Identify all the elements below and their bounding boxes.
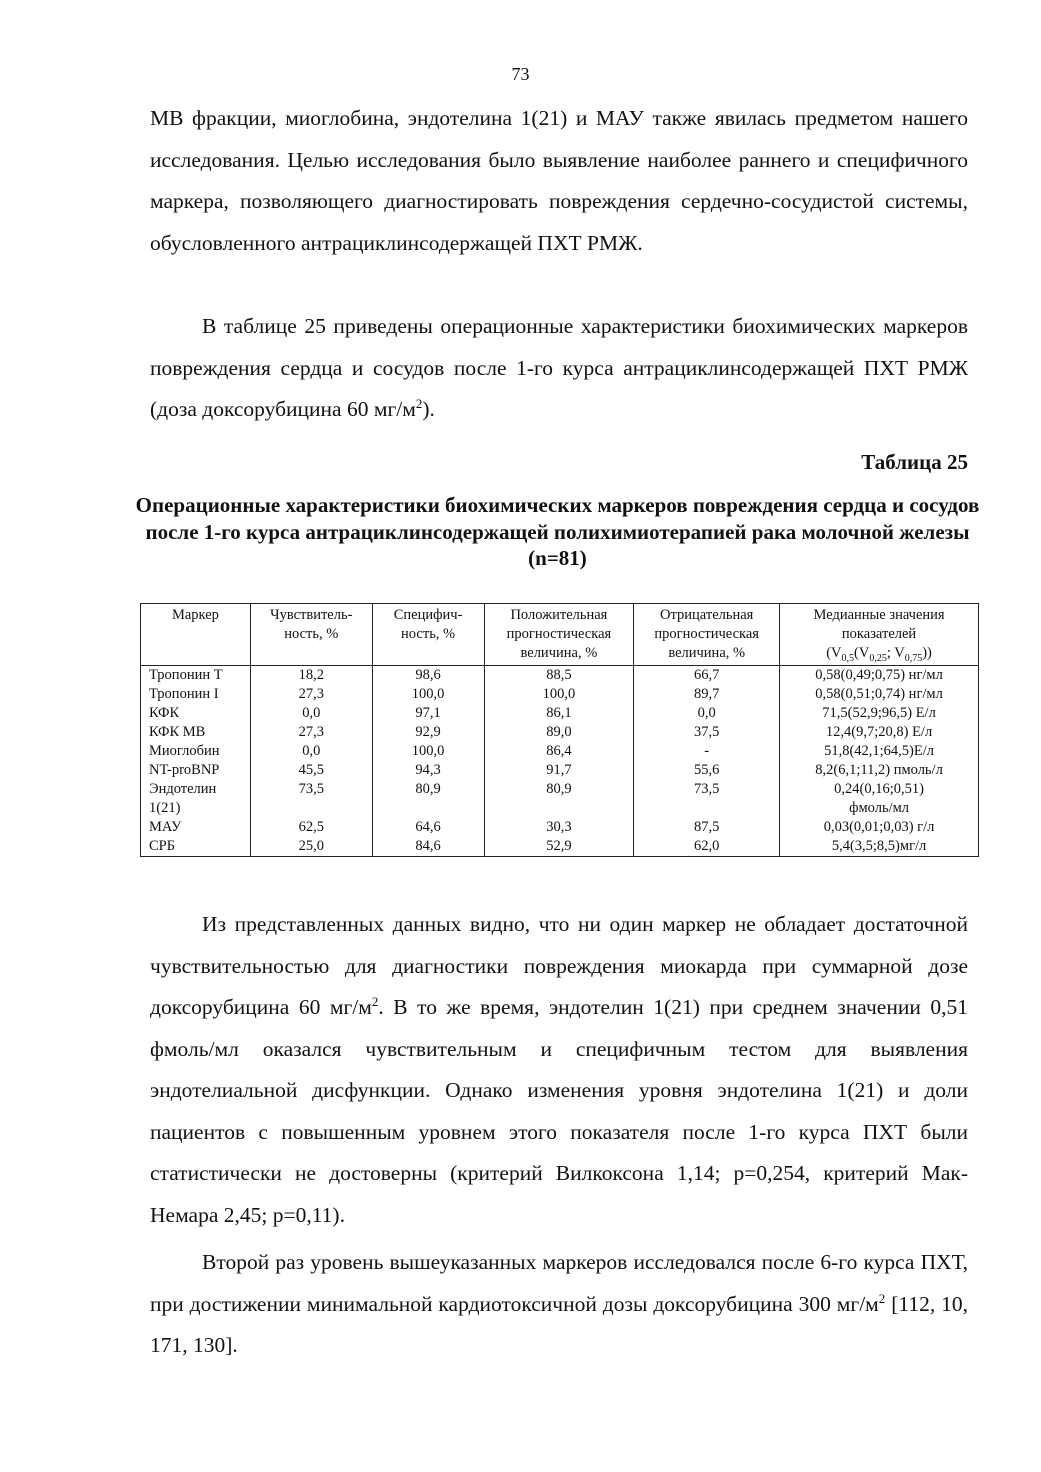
table-row — [141, 723, 979, 742]
cell-specificity: 94,3 — [372, 761, 484, 780]
cell-sensitivity: 73,5 — [250, 780, 372, 818]
cell-ppv: 88,5 — [484, 666, 634, 686]
cell-ppv: 91,7 — [484, 761, 634, 780]
cell-npv: 73,5 — [634, 780, 780, 818]
header-specificity: Специфич-ность, % — [372, 604, 484, 666]
paragraph-second-measurement — [150, 1242, 968, 1367]
cell-npv: 62,0 — [634, 837, 780, 857]
cell-specificity: 98,6 — [372, 666, 484, 686]
cell-median: 51,8(42,1;64,5)Е/л — [780, 742, 979, 761]
cell-median: 0,03(0,01;0,03) г/л — [780, 818, 979, 837]
header-ppv: Положительная прогностическая величина, % — [484, 604, 634, 666]
cell-sensitivity: 45,5 — [250, 761, 372, 780]
header-median-sub1: 0,5 — [841, 652, 855, 664]
table-label: Таблица 25 — [861, 450, 968, 474]
table-row — [141, 837, 979, 857]
cell-specificity: 80,9 — [372, 780, 484, 818]
header-median-mid1: (V — [854, 645, 870, 661]
cell-marker: КФК МВ — [141, 723, 251, 742]
cell-ppv: 89,0 — [484, 723, 634, 742]
paragraph-intro: МВ фракции, миоглобина, эндотелина 1(21) и МАУ также явилась предметом нашего исследования. Целью исследования было выявление наиболее раннего и специфичного маркера, позволяющего диагностировать повреждения сердечно-сосудистой системы, обусловленного антрациклинсодержащей ПХТ РМЖ. — [150, 106, 968, 255]
cell-ppv: 52,9 — [484, 837, 634, 857]
cell-sensitivity: 18,2 — [250, 666, 372, 686]
cell-specificity: 100,0 — [372, 685, 484, 704]
cell-specificity: 97,1 — [372, 704, 484, 723]
cell-sensitivity: 27,3 — [250, 723, 372, 742]
header-marker: Маркер — [141, 604, 251, 666]
cell-npv: - — [634, 742, 780, 761]
cell-marker: Тропонин I — [141, 685, 251, 704]
header-sensitivity: Чувствитель-ность, % — [250, 604, 372, 666]
paragraph-table-reference-text: В таблице 25 приведены операционные характеристики биохимических маркеров повреждения сердца и сосудов после 1-го курса антрациклинсодержащей ПХТ РМЖ (доза доксорубицина 60 мг/м — [150, 314, 968, 421]
header-median-v: (V — [826, 645, 842, 661]
cell-median: 0,58(0,49;0,75) нг/мл — [780, 666, 979, 686]
cell-sensitivity: 0,0 — [250, 704, 372, 723]
cell-marker: КФК — [141, 704, 251, 723]
cell-npv: 0,0 — [634, 704, 780, 723]
cell-ppv: 100,0 — [484, 685, 634, 704]
cell-median: 0,24(0,16;0,51) фмоль/мл — [780, 780, 979, 818]
cell-median: 5,4(3,5;8,5)мг/л — [780, 837, 979, 857]
superscript: 2 — [415, 396, 423, 411]
cell-specificity: 64,6 — [372, 818, 484, 837]
cell-specificity: 92,9 — [372, 723, 484, 742]
cell-marker: СРБ — [141, 837, 251, 857]
cell-npv: 37,5 — [634, 723, 780, 742]
header-median-mid2: ; V — [886, 645, 905, 661]
cell-ppv: 86,4 — [484, 742, 634, 761]
header-median — [780, 604, 979, 666]
page-number: 73 — [511, 64, 530, 84]
cell-marker: Миоглобин — [141, 742, 251, 761]
cell-median: 8,2(6,1;11,2) пмоль/л — [780, 761, 979, 780]
cell-median: 0,58(0,51;0,74) нг/мл — [780, 685, 979, 704]
header-median-end: )) — [922, 645, 932, 661]
paragraph-second-measurement-a: Второй раз уровень вышеуказанных маркеров исследовался после 6-го курса ПХТ, при достижении минимальной кардиотоксичной дозы доксорубицина 300 мг/м — [150, 1250, 968, 1316]
cell-ppv: 80,9 — [484, 780, 634, 818]
table-row — [141, 818, 979, 837]
table-row — [141, 780, 979, 818]
cell-marker: Эндотелин 1(21) — [141, 780, 251, 818]
cell-sensitivity: 25,0 — [250, 837, 372, 857]
cell-marker: NT-proBNP — [141, 761, 251, 780]
table-row — [141, 666, 979, 686]
paragraph-table-reference-tail: ). — [422, 397, 435, 421]
superscript: 2 — [371, 994, 379, 1009]
cell-npv: 55,6 — [634, 761, 780, 780]
header-npv: Отрицательная прогностическая величина, % — [634, 604, 780, 666]
paragraph-second-measurement-b: [112, 10, 171, 130]. — [150, 1291, 968, 1357]
cell-npv: 89,7 — [634, 685, 780, 704]
cell-sensitivity: 0,0 — [250, 742, 372, 761]
markers-table — [140, 603, 979, 857]
cell-ppv: 86,1 — [484, 704, 634, 723]
cell-marker: Тропонин Т — [141, 666, 251, 686]
table-row — [141, 685, 979, 704]
table-row — [141, 742, 979, 761]
header-median-sub2: 0,25 — [869, 652, 887, 664]
paragraph-conclusion-b: . В то же время, эндотелин 1(21) при среднем значении 0,51 фмоль/мл оказался чувствительным и специфичным тестом для выявления эндотелиальной дисфункции. Однако изменения уровня эндотелина 1(21) и доли пациентов с повышенным уровнем этого показателя после 1-го курса ПХТ были статистически не достоверны (критерий Вилкоксона 1,14; р=0,254, критерий Мак-Немара 2,45; р=0,11). — [150, 995, 968, 1227]
cell-specificity: 84,6 — [372, 837, 484, 857]
table-row — [141, 704, 979, 723]
table-title: Операционные характеристики биохимических маркеров повреждения сердца и сосудов после 1-го курса антрациклинсодержащей полихимиотерапией рака молочной железы (n=81) — [135, 493, 980, 570]
paragraph-conclusion — [150, 904, 968, 1236]
cell-median: 12,4(9,7;20,8) Е/л — [780, 723, 979, 742]
superscript: 2 — [878, 1290, 886, 1306]
header-median-line: Медианные значения показателей — [813, 607, 945, 642]
cell-median: 71,5(52,9;96,5) Е/л — [780, 704, 979, 723]
cell-marker: МАУ — [141, 818, 251, 837]
cell-npv: 87,5 — [634, 818, 780, 837]
paragraph-conclusion-a: Из представленных данных видно, что ни один маркер не обладает достаточной чувствительностью для диагностики повреждения миокарда при суммарной дозе доксорубицина 60 мг/м — [150, 912, 968, 1019]
table-row — [141, 761, 979, 780]
table-header-row — [141, 604, 979, 666]
cell-specificity: 100,0 — [372, 742, 484, 761]
header-median-sub3: 0,75 — [904, 652, 923, 664]
cell-npv: 66,7 — [634, 666, 780, 686]
cell-sensitivity: 62,5 — [250, 818, 372, 837]
paragraph-table-reference — [150, 306, 968, 431]
cell-ppv: 30,3 — [484, 818, 634, 837]
cell-sensitivity: 27,3 — [250, 685, 372, 704]
